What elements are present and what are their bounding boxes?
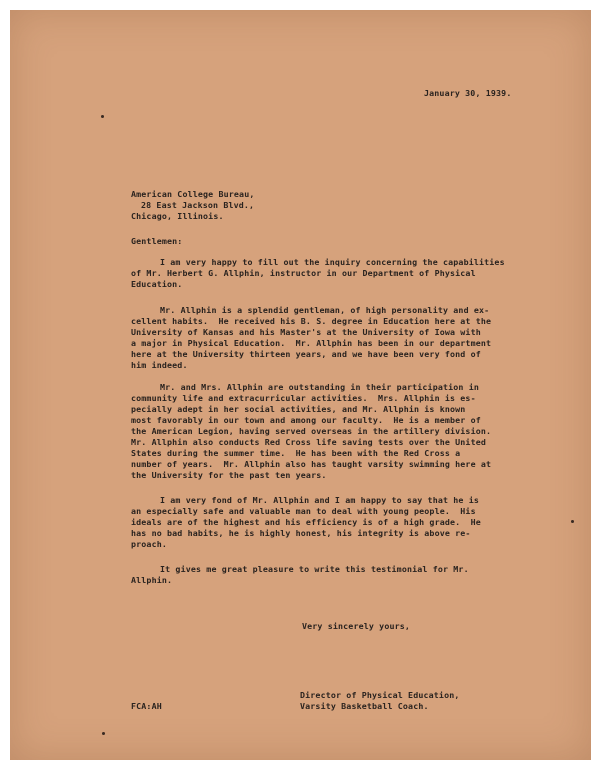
para3-line6: Mr. Allphin also conducts Red Cross life saving tests over the United xyxy=(131,437,487,447)
salutation: Gentlemen: xyxy=(131,236,183,246)
para4-line4: has no bad habits, he is highly honest, his integrity is above re- xyxy=(131,528,471,538)
para5-line2: Allphin. xyxy=(131,575,173,585)
para2-line2: cellent habits. He received his B. S. degree in Education here at the xyxy=(131,316,492,326)
complimentary-close: Very sincerely yours, xyxy=(302,621,411,631)
para1-line2: of Mr. Herbert G. Allphin, instructor in our Department of Physical xyxy=(131,268,476,278)
para2-line3: University of Kansas and his Master's at the University of Iowa with xyxy=(131,327,481,337)
para3-line8: number of years. Mr. Allphin also has taught varsity swimming here at xyxy=(131,459,492,469)
para4-line1: I am very fond of Mr. Allphin and I am happy to say that he is xyxy=(160,495,479,505)
para3-line9: the University for the past ten years. xyxy=(131,470,327,480)
para3-line3: pecially adept in her social activities, and Mr. Allphin is known xyxy=(131,404,466,414)
para5-line1: It gives me great pleasure to write this testimonial for Mr. xyxy=(160,564,469,574)
recipient-city: Chicago, Illinois. xyxy=(131,211,224,221)
para3-line1: Mr. and Mrs. Allphin are outstanding in their participation in xyxy=(160,382,479,392)
signature-title-line1: Director of Physical Education, xyxy=(300,690,460,700)
para1-line1: I am very happy to fill out the inquiry concerning the capabilities xyxy=(160,257,505,267)
para2-line6: him indeed. xyxy=(131,360,188,370)
reference-initials: FCA:AH xyxy=(131,701,162,711)
para3-line7: States during the summer time. He has been with the Red Cross a xyxy=(131,448,461,458)
para4-line3: ideals are of the highest and his efficiency is of a high grade. He xyxy=(131,517,481,527)
para3-line4: most favorably in our town and among our faculty. He is a member of xyxy=(131,415,481,425)
letter-date: January 30, 1939. xyxy=(424,88,512,98)
para3-line5: the American Legion, having served overseas in the artillery division. xyxy=(131,426,492,436)
punch-mark-right xyxy=(571,520,574,523)
recipient-street: 28 East Jackson Blvd., xyxy=(141,200,255,210)
para3-line2: community life and extracurricular activities. Mrs. Allphin is es- xyxy=(131,393,476,403)
recipient-name: American College Bureau, xyxy=(131,189,255,199)
para2-line4: a major in Physical Education. Mr. Allphin has been in our department xyxy=(131,338,492,348)
para1-line3: Education. xyxy=(131,279,183,289)
punch-mark-top xyxy=(101,115,104,118)
para2-line5: here at the University thirteen years, and we have been very fond of xyxy=(131,349,481,359)
para4-line5: proach. xyxy=(131,539,168,549)
signature-title-line2: Varsity Basketball Coach. xyxy=(300,701,429,711)
para2-line1: Mr. Allphin is a splendid gentleman, of high personality and ex- xyxy=(160,305,490,315)
para4-line2: an especially safe and valuable man to deal with young people. His xyxy=(131,506,476,516)
punch-mark-bottom xyxy=(102,732,105,735)
